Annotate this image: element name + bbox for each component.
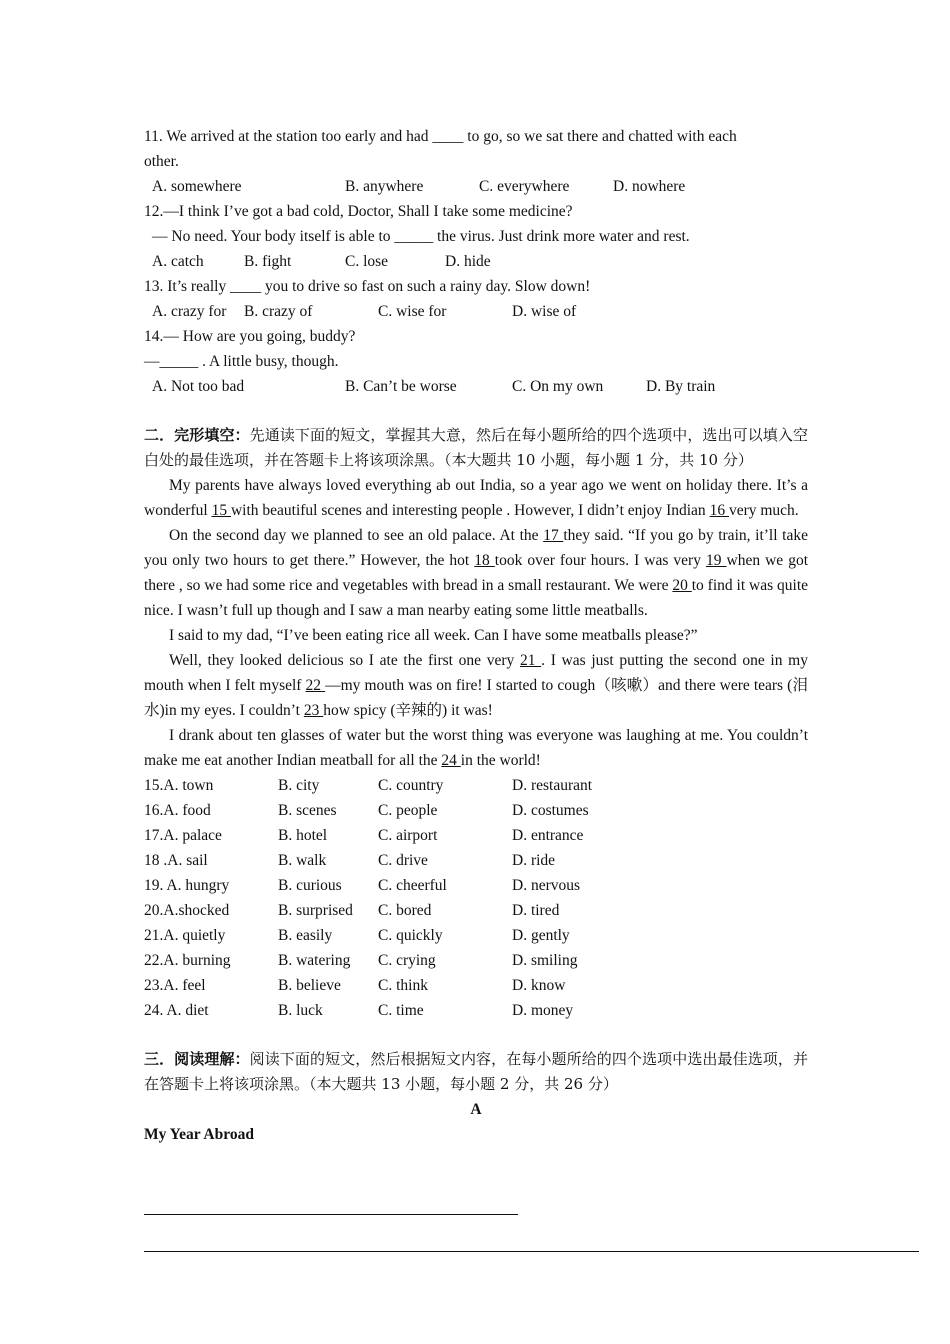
section3-heading: 三．阅读理解：: [144, 1050, 250, 1068]
q11-options: [144, 174, 808, 199]
cloze-option-row: [144, 998, 808, 1023]
q11-option-d: D. nowhere: [613, 178, 686, 195]
option-a: 24. A. diet: [144, 1002, 209, 1019]
text: My parents have always loved everything ab out India, so a year ago we went on holiday there. It’s a wonderful: [144, 477, 808, 519]
q13-stem: 13. It’s really ____ you to drive so fast on such a rainy day. Slow down!: [144, 278, 591, 295]
q12-stem-line1: 12.—I think I’ve got a bad cold, Doctor, Shall I take some medicine?: [144, 203, 573, 220]
spacer: [144, 399, 808, 423]
blank-15: 15: [211, 502, 231, 519]
option-d: D. nervous: [512, 877, 581, 894]
cloze-paragraph-1: [144, 473, 808, 523]
q11-stem-line1: 11. We arrived at the station too early and had ____ to go, so we sat there and chatted with each: [144, 128, 737, 145]
option-c: C. time: [378, 1002, 424, 1019]
q14-option-c: C. On my own: [512, 378, 604, 395]
cloze-paragraph-2: [144, 523, 808, 623]
option-c: C. country: [378, 777, 444, 794]
option-c: C. drive: [378, 852, 428, 869]
cloze-option-row: [144, 773, 808, 798]
option-c: C. crying: [378, 952, 436, 969]
text: . I was just putting the second one in my mouth when I felt myself: [144, 652, 808, 694]
option-d: D. money: [512, 1002, 574, 1019]
option-c: C. bored: [378, 902, 432, 919]
blank-16: 16: [709, 502, 729, 519]
blank-18: 18: [474, 552, 495, 569]
option-d: D. smiling: [512, 952, 578, 969]
q13-options: [144, 299, 808, 324]
option-d: D. gently: [512, 927, 570, 944]
option-d: D. costumes: [512, 802, 589, 819]
q13-option-c: C. wise for: [378, 303, 447, 320]
option-c: C. quickly: [378, 927, 443, 944]
q11-option-b: B. anywhere: [345, 178, 424, 195]
option-c: C. people: [378, 802, 438, 819]
q14-option-d: D. By train: [646, 378, 716, 395]
option-b: B. city: [278, 777, 320, 794]
cloze-paragraph-5: [144, 723, 808, 773]
option-a: 15.A. town: [144, 777, 214, 794]
option-d: D. ride: [512, 852, 556, 869]
exam-content: [144, 124, 808, 1147]
option-b: B. watering: [278, 952, 351, 969]
option-a: 20.A.shocked: [144, 902, 230, 919]
option-b: B. walk: [278, 852, 327, 869]
blank-24: 24: [441, 752, 461, 769]
text: in the world!: [460, 752, 541, 769]
page-divider-line: [144, 1251, 919, 1252]
passage-label: A: [470, 1101, 482, 1118]
q11-option-a: A. somewhere: [152, 178, 242, 195]
option-b: B. easily: [278, 927, 333, 944]
text: took over four hours. I was very: [494, 552, 706, 569]
option-b: B. curious: [278, 877, 342, 894]
option-d: D. know: [512, 977, 566, 994]
q12-option-c: C. lose: [345, 253, 389, 270]
q13-option-a: A. crazy for: [152, 303, 227, 320]
cloze-option-row: [144, 923, 808, 948]
title-underline: [144, 1214, 518, 1215]
option-d: D. restaurant: [512, 777, 593, 794]
cloze-paragraph-4: [144, 648, 808, 723]
passage-title: My Year Abroad: [144, 1126, 254, 1143]
text: very much.: [728, 502, 799, 519]
section2-header: [144, 423, 808, 473]
option-a: 23.A. feel: [144, 977, 206, 994]
blank-19: 19: [705, 552, 727, 569]
cloze-option-row: [144, 948, 808, 973]
option-a: 21.A. quietly: [144, 927, 226, 944]
blank-20: 20: [672, 577, 692, 594]
option-b: B. believe: [278, 977, 341, 994]
blank-21: 21: [519, 652, 542, 669]
option-c: C. think: [378, 977, 428, 994]
option-b: B. luck: [278, 1002, 323, 1019]
text: I drank about ten glasses of water but the worst thing was everyone was laughing at me. You couldn’t make me eat another Indian meatball for all the: [144, 727, 808, 769]
cloze-option-row: [144, 798, 808, 823]
q14-options: [144, 374, 808, 399]
text: how spicy (辛辣的) it was!: [323, 702, 493, 719]
text: with beautiful scenes and interesting people . However, I didn’t enjoy Indian: [230, 502, 710, 519]
q14-option-a: A. Not too bad: [152, 378, 245, 395]
cloze-option-row: [144, 973, 808, 998]
text: Well, they looked delicious so I ate the first one very: [169, 652, 520, 669]
blank-17: 17: [543, 527, 564, 544]
q12-options: [144, 249, 808, 274]
text: they said. “If you go by train, it’ll take you only two hours to get there.” However, the hot: [144, 527, 808, 569]
q12-option-a: A. catch: [152, 253, 204, 270]
option-b: B. surprised: [278, 902, 353, 919]
section2-instructions: 先通读下面的短文，掌握其大意，然后在每小题所给的四个选项中，选出可以填入空白处的最佳选项，并在答题卡上将该项涂黑。（本大题共 10 小题，每小题 1 分，共 10 分）: [144, 426, 808, 469]
q14-stem-line1: 14.— How are you going, buddy?: [144, 328, 356, 345]
q12-stem-line2: — No need. Your body itself is able to _____ the virus. Just drink more water and rest.: [152, 228, 690, 245]
q13-option-b: B. crazy of: [244, 303, 313, 320]
cloze-options: [144, 773, 808, 1023]
text: to find it was quite nice. I wasn’t full up though and I saw a man nearby eating some little meatballs.: [144, 577, 809, 619]
text: On the second day we planned to see an old palace. At the: [169, 527, 544, 544]
section3-header: [144, 1047, 808, 1097]
option-b: B. scenes: [278, 802, 337, 819]
cloze-paragraph-3: I said to my dad, “I’ve been eating rice all week. Can I have some meatballs please?”: [169, 627, 698, 644]
cloze-option-row: [144, 848, 808, 873]
cloze-option-row: [144, 823, 808, 848]
option-d: D. tired: [512, 902, 560, 919]
q11-stem-line2: other.: [144, 153, 179, 170]
blank-22: 22: [305, 677, 326, 694]
q12-option-b: B. fight: [244, 253, 292, 270]
option-d: D. entrance: [512, 827, 584, 844]
spacer: [144, 1023, 808, 1047]
q14-option-b: B. Can’t be worse: [345, 378, 457, 395]
option-a: 18 .A. sail: [144, 852, 208, 869]
section3-instructions: 阅读下面的短文，然后根据短文内容，在每小题所给的四个选项中选出最佳选项，并在答题卡上将该项涂黑。（本大题共 13 小题，每小题 2 分，共 26 分）: [144, 1050, 808, 1093]
option-c: C. cheerful: [378, 877, 447, 894]
blank-23: 23: [303, 702, 324, 719]
option-a: 19. A. hungry: [144, 877, 230, 894]
option-b: B. hotel: [278, 827, 328, 844]
option-a: 16.A. food: [144, 802, 211, 819]
section2-heading: 二．完形填空：: [144, 426, 250, 444]
q14-stem-line2: —_____ . A little busy, though.: [144, 353, 339, 370]
option-a: 17.A. palace: [144, 827, 222, 844]
q11-option-c: C. everywhere: [479, 178, 570, 195]
q13-option-d: D. wise of: [512, 303, 577, 320]
option-a: 22.A. burning: [144, 952, 231, 969]
cloze-option-row: [144, 898, 808, 923]
option-c: C. airport: [378, 827, 438, 844]
text: when we got there , so we had some rice and vegetables with bread in a small restaurant. We were: [144, 552, 809, 594]
q12-option-d: D. hide: [445, 253, 491, 270]
text: —my mouth was on fire! I started to cough（咳嗽）and there were tears (泪水)in my eyes. I couldn’t: [144, 677, 808, 719]
cloze-option-row: [144, 873, 808, 898]
